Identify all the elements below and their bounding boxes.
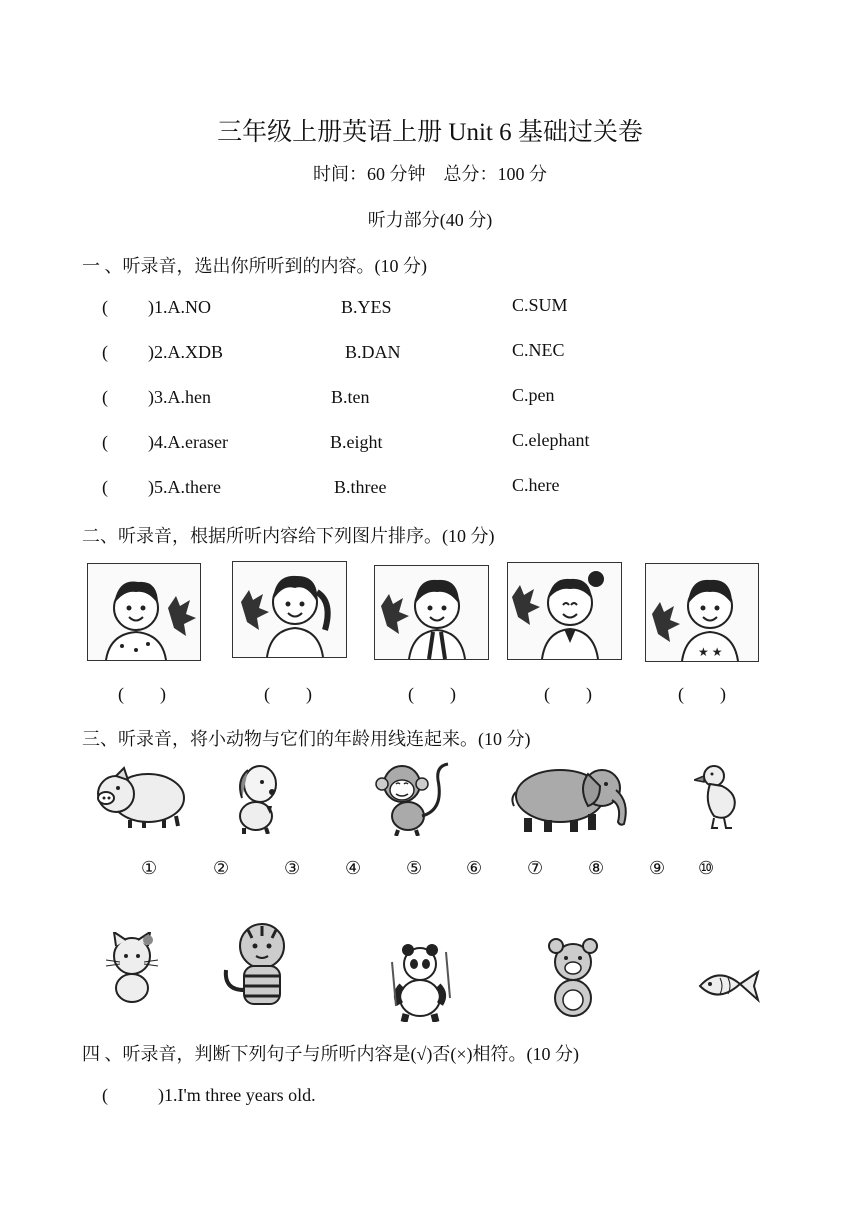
option-c: C.elephant — [512, 430, 590, 450]
svg-text:★ ★: ★ ★ — [698, 645, 723, 659]
age-number[interactable]: ⑦ — [527, 858, 544, 878]
age-number[interactable]: ⑧ — [588, 858, 605, 878]
option-a: )1.A.NO — [148, 297, 211, 317]
girl-waving-icon — [233, 562, 346, 657]
order-blank-4[interactable]: ( ) — [544, 684, 592, 704]
order-blank-2[interactable]: ( ) — [264, 684, 312, 704]
monkey-icon — [374, 760, 452, 836]
answer-blank[interactable]: ( — [102, 1085, 108, 1105]
picture-boy-3 — [645, 563, 759, 662]
pig-icon — [90, 764, 188, 830]
order-blank-5[interactable]: ( ) — [678, 684, 726, 704]
page-title: 三年级上册英语上册 Unit 6 基础过关卷 — [217, 119, 643, 146]
answer-blank[interactable]: ( — [102, 297, 108, 317]
cat-icon — [102, 932, 162, 1004]
girl-bun-icon — [508, 563, 621, 659]
age-number[interactable]: ⑩ — [698, 858, 715, 878]
question-text: )1.I'm three years old. — [158, 1085, 316, 1105]
boy-stars-icon — [646, 564, 758, 661]
section-1-heading: 一 、听录音，选出你所听到的内容。(10 分) — [82, 256, 427, 276]
order-blank-1[interactable]: ( ) — [118, 684, 166, 704]
option-b: B.DAN — [345, 342, 401, 362]
option-c: C.here — [512, 475, 560, 495]
bear-icon — [546, 938, 600, 1020]
answer-blank[interactable]: ( — [102, 387, 108, 407]
age-number[interactable]: ① — [141, 858, 158, 878]
fish-icon — [696, 964, 762, 1006]
age-number[interactable]: ⑨ — [649, 858, 666, 878]
elephant-icon — [508, 762, 636, 834]
age-number[interactable]: ④ — [345, 858, 362, 878]
dog-icon — [226, 762, 284, 834]
option-b: B.three — [334, 477, 387, 497]
option-c: C.pen — [512, 385, 555, 405]
age-number[interactable]: ② — [213, 858, 230, 878]
option-b: B.ten — [331, 387, 370, 407]
boy-scarf-icon — [375, 566, 488, 659]
picture-girl-1 — [232, 561, 347, 658]
age-number[interactable]: ⑤ — [406, 858, 423, 878]
answer-blank[interactable]: ( — [102, 342, 108, 362]
tiger-icon — [218, 920, 300, 1010]
age-number[interactable]: ③ — [284, 858, 301, 878]
option-c: C.NEC — [512, 340, 565, 360]
boy-waving-icon — [88, 564, 200, 660]
option-b: B.YES — [341, 297, 392, 317]
option-a: )4.A.eraser — [148, 432, 228, 452]
exam-meta: 时间：60 分钟 总分：100 分 — [313, 164, 547, 184]
answer-blank[interactable]: ( — [102, 432, 108, 452]
panda-icon — [384, 942, 458, 1022]
order-blank-3[interactable]: ( ) — [408, 684, 456, 704]
picture-boy-2 — [374, 565, 489, 660]
option-b: B.eight — [330, 432, 383, 452]
option-a: )3.A.hen — [148, 387, 211, 407]
duck-icon — [694, 762, 740, 832]
section-2-heading: 二、听录音，根据所听内容给下列图片排序。(10 分) — [82, 526, 495, 546]
section-4-heading: 四 、听录音，判断下列句子与所听内容是(√)否(×)相符。(10 分) — [82, 1044, 579, 1064]
option-a: )5.A.there — [148, 477, 221, 497]
part-heading: 听力部分(40 分) — [367, 210, 493, 230]
answer-blank[interactable]: ( — [102, 477, 108, 497]
age-number[interactable]: ⑥ — [466, 858, 483, 878]
option-a: )2.A.XDB — [148, 342, 223, 362]
option-c: C.SUM — [512, 295, 568, 315]
picture-girl-2 — [507, 562, 622, 660]
picture-boy-1 — [87, 563, 201, 661]
section-3-heading: 三、听录音，将小动物与它们的年龄用线连起来。(10 分) — [82, 729, 531, 749]
